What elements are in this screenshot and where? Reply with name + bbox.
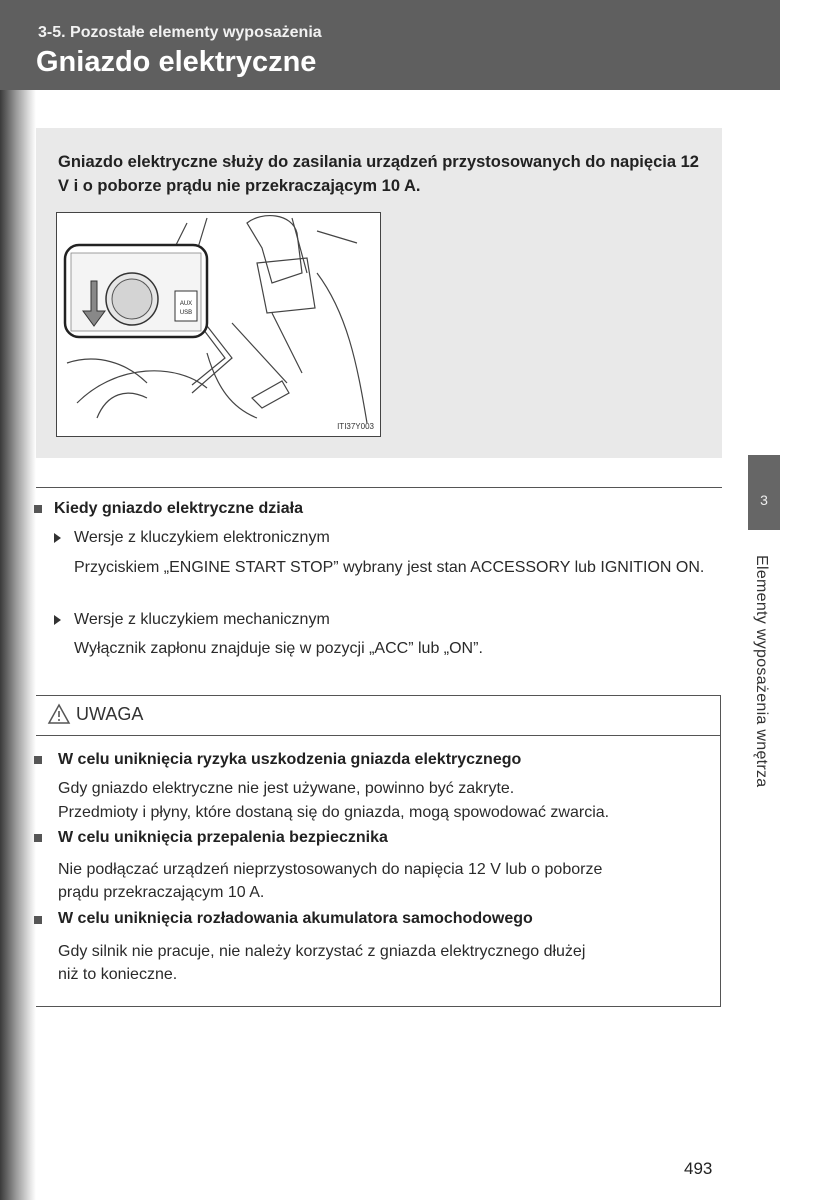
figure-code: ITI37Y003 bbox=[337, 422, 374, 431]
page-number: 493 bbox=[684, 1159, 713, 1178]
chapter-title-vertical: Elementy wyposażenia wnętrza bbox=[753, 555, 770, 788]
section-label: 3-5. Pozostałe elementy wyposażenia bbox=[38, 24, 322, 41]
warning-label: UWAGA bbox=[76, 704, 144, 724]
warning-heading-fuse: W celu uniknięcia przepalenia bezpiecznika bbox=[58, 829, 388, 846]
intro-text: Gniazdo elektryczne służy do zasilania urządzeń przystosowanych do napięcia 12 V i o poborze prądu nie przekraczającym 10 A. bbox=[58, 153, 699, 195]
warning-text-line: Gdy gniazdo elektryczne nie jest używane, powinno być zakryte. bbox=[58, 780, 515, 797]
triangle-bullet-icon bbox=[54, 615, 61, 625]
when-works-heading: Kiedy gniazdo elektryczne działa bbox=[54, 500, 303, 517]
square-bullet-icon bbox=[34, 756, 42, 764]
version-label-electronic: Wersje z kluczykiem elektronicznym bbox=[74, 529, 330, 546]
warning-triangle-icon bbox=[47, 703, 71, 725]
version-text-electronic: Przyciskiem „ENGINE START STOP” wybrany jest stan ACCESSORY lub IGNITION ON. bbox=[74, 559, 705, 576]
square-bullet-icon bbox=[34, 834, 42, 842]
warning-header-divider bbox=[36, 735, 720, 736]
chapter-number: 3 bbox=[760, 492, 768, 508]
warning-text-line: niż to konieczne. bbox=[58, 966, 178, 983]
square-bullet-icon bbox=[34, 916, 42, 924]
page-title: Gniazdo elektryczne bbox=[36, 46, 317, 78]
warning-heading-battery: W celu uniknięcia rozładowania akumulatora samochodowego bbox=[58, 910, 533, 927]
console-drawing bbox=[57, 213, 380, 436]
warning-text-line: Nie podłączać urządzeń nieprzystosowanych do napięcia 12 V lub o poborze bbox=[58, 861, 603, 878]
triangle-bullet-icon bbox=[54, 533, 61, 543]
section-divider bbox=[36, 487, 722, 488]
warning-heading-damage: W celu uniknięcia ryzyka uszkodzenia gniazda elektrycznego bbox=[58, 751, 522, 768]
version-text-mechanical: Wyłącznik zapłonu znajduje się w pozycji „ACC” lub „ON”. bbox=[74, 640, 483, 657]
socket-illustration bbox=[56, 212, 381, 437]
page-binding-shadow bbox=[0, 0, 36, 1200]
warning-text-line: Gdy silnik nie pracuje, nie należy korzystać z gniazda elektrycznego dłużej bbox=[58, 943, 586, 960]
usb-label: USB bbox=[179, 310, 193, 316]
warning-text-line: prądu przekraczającym 10 A. bbox=[58, 884, 265, 901]
square-bullet-icon bbox=[34, 505, 42, 513]
aux-label: AUX bbox=[179, 301, 193, 307]
version-label-mechanical: Wersje z kluczykiem mechanicznym bbox=[74, 611, 330, 628]
warning-text-line: Przedmioty i płyny, które dostaną się do gniazda, mogą spowodować zwarcia. bbox=[58, 804, 610, 821]
